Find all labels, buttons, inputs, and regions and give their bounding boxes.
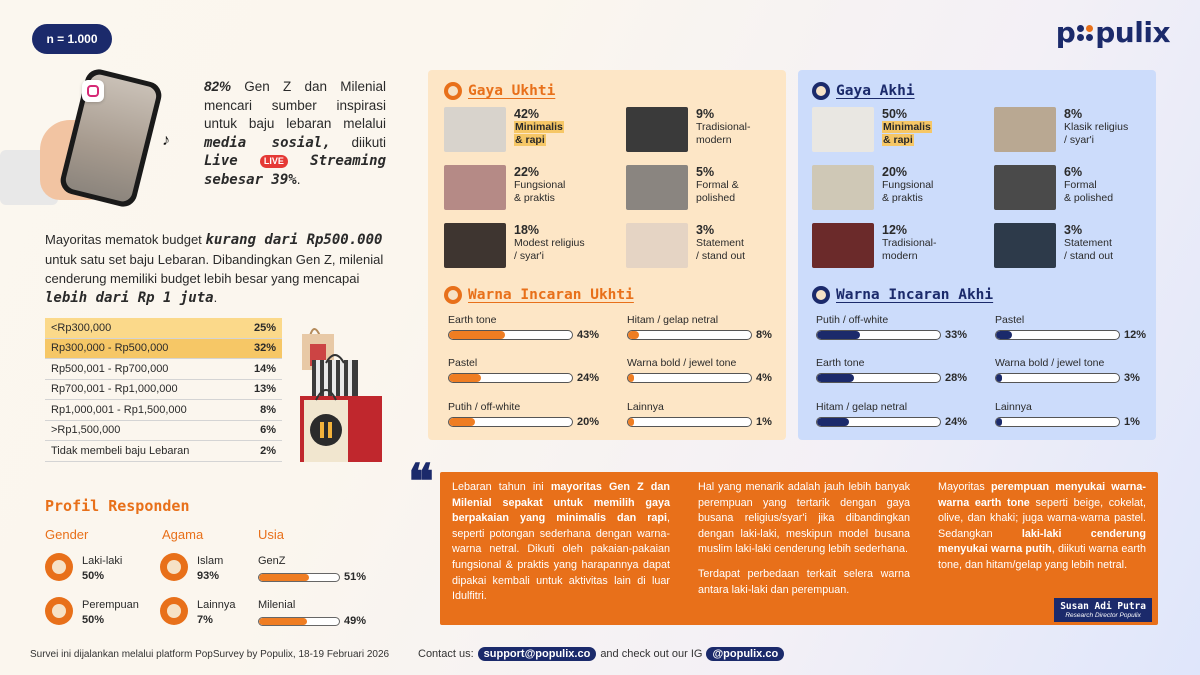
style-pct: 6% [1064,165,1083,179]
style-label: polished [696,192,736,204]
gender-value: 50% [82,570,105,582]
color-value: 24% [945,416,968,428]
age-bar-fill [259,618,307,625]
male-avatar-icon [812,82,830,100]
age-bar-item [258,555,383,583]
style-label: Formal & [696,179,739,191]
color-bar-item [816,314,986,341]
outfit-photo [812,107,874,152]
style-label: Tradisional- [696,121,751,133]
style-item [444,223,619,271]
style-pct: 3% [696,223,715,237]
style-pct: 9% [696,107,715,121]
color-bar-track [816,417,941,427]
color-value: 24% [577,372,600,384]
style-label: Minimalis [515,121,563,133]
color-bar-track [816,373,941,383]
outfit-photo [626,223,688,268]
color-bar-fill [449,374,481,382]
author-name: Susan Adi Putra [1060,601,1146,612]
color-bar-fill [817,331,860,339]
color-bar-track [995,373,1120,383]
color-bar-item [627,314,797,341]
style-label: modern [882,250,918,262]
budget-value: 32% [253,342,276,355]
age-bar-track [258,573,340,582]
color-bar-track [448,373,573,383]
color-bar-item [448,314,618,341]
gender-value: 50% [82,614,105,626]
color-bar-item [448,401,618,428]
style-label: Tradisional- [882,237,937,249]
color-bar-item [816,401,986,428]
phone-illustration [58,66,165,209]
live-badge: LIVE [260,155,288,168]
religion-value: 93% [197,570,220,582]
color-label: Putih / off-white [448,401,521,413]
style-item [994,223,1169,271]
color-bar-fill [628,374,634,382]
budget-category: Rp500,001 - Rp700,000 [51,362,169,375]
age-label: GenZ [258,555,286,567]
color-value: 43% [577,329,600,341]
religion-heading: Agama [162,527,204,542]
style-pct: 18% [514,223,540,237]
style-label: / syar'i [1064,134,1095,146]
color-bar-track [627,330,752,340]
style-pct: 3% [1064,223,1083,237]
color-label: Earth tone [816,357,865,369]
color-label: Pastel [995,314,1025,326]
outfit-photo [444,165,506,210]
gender-label: Laki-laki [82,555,123,567]
budget-row [45,421,282,442]
budget-row [45,441,282,462]
color-bar-track [816,330,941,340]
style-label: Formal [1064,179,1097,191]
color-bar-track [627,417,752,427]
quote-box [440,472,1158,625]
male-panel [798,70,1156,440]
color-label: Warna bold / jewel tone [627,357,737,369]
outfit-photo [626,165,688,210]
tiktok-icon: ♪ [162,132,170,149]
style-item [626,223,801,271]
logo-dots [1077,25,1093,41]
instagram-icon [82,80,104,102]
color-value: 20% [577,416,600,428]
outfit-photo [994,107,1056,152]
color-bar-item [995,357,1165,384]
color-label: Hitam / gelap netral [816,401,908,413]
contact-mid-text: and check out our IG [600,648,703,660]
budget-category: Rp1,000,001 - Rp1,500,000 [51,403,187,416]
style-label: & praktis [882,192,923,204]
color-bar-track [448,330,573,340]
style-item [994,165,1169,213]
sample-size-badge: n = 1.000 [32,24,112,54]
color-value: 28% [945,372,968,384]
age-bar-item [258,599,383,627]
budget-value: 25% [253,321,276,334]
color-value: 4% [756,372,772,384]
color-bar-item [816,357,986,384]
quote-col-2: Hal yang menarik adalah jauh lebih banyak perempuan yang tertarik dengan gaya busana religius/syar'i jika dibandingkan dengan laki-laki, meskipun model busana muslim laki-laki cenderung lebih sederhana. Terdapat perbedaan terkait selera warna antara laki-laki dan perempuan. [698,481,910,596]
style-label: Modest religius [514,237,585,249]
warna-akhi-title: Warna Incaran Akhi [812,286,993,304]
budget-category: Rp300,000 - Rp500,000 [51,342,169,355]
color-bar-track [995,417,1120,427]
female-avatar-icon [444,82,462,100]
color-label: Lainnya [995,401,1032,413]
style-label: Klasik religius [1064,121,1129,133]
color-label: Pastel [448,357,478,369]
color-label: Warna bold / jewel tone [995,357,1105,369]
religion-value: 7% [197,614,213,626]
budget-category: Rp700,001 - Rp1,000,000 [51,383,178,396]
key-icon [160,597,188,625]
style-item [444,165,619,213]
quote-col-3: Mayoritas perempuan menyukai warna-warna earth tone seperti beige, cokelat, olive, dan khaki; juga warna-warna pastel. Sedangkan laki-laki cenderung menyukai warna putih, diikuti warna earth tone, dan hitam/gelap yang lebih netral. [938,481,1146,571]
gender-label: Perempuan [82,599,139,611]
author-signature [1054,598,1152,622]
style-pct: 20% [882,165,908,179]
age-bar-fill [259,574,309,581]
color-bar-item [448,357,618,384]
style-label: & polished [1064,192,1114,204]
female-avatar-icon [444,286,462,304]
contact-line [418,647,784,661]
instagram-link[interactable]: @populix.co [706,647,784,661]
color-bar-track [995,330,1120,340]
color-bar-item [627,357,797,384]
style-label: / stand out [1064,250,1114,262]
female-panel [428,70,786,440]
author-role: Research Director Populix [1065,612,1141,619]
profile-title: Profil Responden [45,497,190,515]
age-chart [258,555,383,635]
budget-row [45,380,282,401]
age-heading: Usia [258,527,285,542]
religion-label: Lainnya [197,599,236,611]
age-label: Milenial [258,599,296,611]
color-bar-fill [449,418,475,426]
budget-category: <Rp300,000 [51,321,112,334]
color-value: 3% [1124,372,1140,384]
color-value: 8% [756,329,772,341]
male-avatar-icon [45,553,73,581]
logo-text-pre: p [1055,16,1076,49]
budget-value: 8% [260,403,276,416]
style-item [994,107,1169,155]
religion-label: Islam [197,555,224,567]
budget-row [45,359,282,380]
budget-row [45,318,282,339]
style-label: & rapi [883,134,913,146]
style-label: Minimalis [883,121,931,133]
color-label: Lainnya [627,401,664,413]
populix-logo [1056,16,1170,49]
style-label: & praktis [514,192,555,204]
color-bar-item [995,401,1165,428]
style-label: & rapi [515,134,545,146]
age-value: 49% [344,615,367,627]
color-bar-fill [449,331,505,339]
quote-col-1: Lebaran tahun ini mayoritas Gen Z dan Milenial sepakat untuk memilih gaya berpakaian yang minimalis dan rapi, seperti potongan sederhana dengan warna-warna netral. Dikuti oleh pakaian-pakaian fungsional & praktis yang harapannya dapat dipakai kembali untuk aktivitas lain di luar Idulfitri. [452,481,670,603]
outfit-photo [812,165,874,210]
style-label: Fungsional [514,179,566,191]
color-bar-fill [817,374,854,382]
budget-row [45,400,282,421]
age-bar-track [258,617,340,626]
gaya-ukhti-title: Gaya Ukhti [444,82,555,100]
style-item [812,107,987,155]
gender-heading: Gender [45,527,89,542]
email-link[interactable]: support@populix.co [478,647,597,661]
style-pct: 12% [882,223,908,237]
style-label: Statement [696,237,744,249]
style-pct: 22% [514,165,540,179]
color-value: 12% [1124,329,1147,341]
color-bar-fill [628,331,639,339]
intro-paragraph: 82% Gen Z dan Milenial mencari sumber inspirasi untuk baju lebaran melalui media sosial, diikuti Live LIVE Streaming sebesar 39%. [204,79,386,188]
style-label: modern [696,134,732,146]
color-label: Putih / off-white [816,314,889,326]
color-bar-fill [817,418,849,426]
color-bar-item [995,314,1165,341]
style-pct: 42% [514,107,540,121]
outfit-photo [812,223,874,268]
logo-text-post: pulix [1095,16,1170,49]
budget-paragraph: Mayoritas mematok budget kurang dari Rp500.000 untuk satu set baju Lebaran. Dibandingkan Gen Z, milenial cenderung memiliki budget lebih besar yang mencapai lebih dari Rp 1 juta. [45,232,384,306]
shopping-bags-illustration [298,318,388,463]
survey-footnote: Survei ini dijalankan melalui platform PopSurvey by Populix, 18-19 Februari 2026 [30,649,390,660]
color-bar-fill [996,374,1002,382]
color-bar-fill [996,331,1012,339]
female-avatar-icon [45,597,73,625]
style-pct: 5% [696,165,715,179]
style-pct: 8% [1064,107,1083,121]
gaya-akhi-title: Gaya Akhi [812,82,915,100]
budget-category: Tidak membeli baju Lebaran [51,444,190,457]
style-label: Fungsional [882,179,934,191]
outfit-photo [994,223,1056,268]
color-bar-track [448,417,573,427]
style-label: / syar'i [514,250,545,262]
style-pct: 50% [882,107,908,121]
color-bar-track [627,373,752,383]
quote-icon: ❝ [408,454,434,510]
style-item [444,107,619,155]
age-value: 51% [344,571,367,583]
style-item [626,107,801,155]
budget-value: 14% [253,362,276,375]
budget-value: 2% [260,444,276,457]
mosque-icon [160,553,188,581]
outfit-photo [444,223,506,268]
style-item [812,165,987,213]
outfit-photo [626,107,688,152]
outfit-photo [994,165,1056,210]
budget-value: 6% [260,424,276,437]
style-item [812,223,987,271]
budget-value: 13% [253,383,276,396]
color-bar-fill [996,418,1002,426]
color-value: 1% [1124,416,1140,428]
style-item [626,165,801,213]
contact-label: Contact us: [418,648,474,660]
color-value: 33% [945,329,968,341]
outfit-photo [444,107,506,152]
budget-table [45,318,282,462]
color-bar-fill [628,418,634,426]
budget-row [45,339,282,360]
warna-ukhti-title: Warna Incaran Ukhti [444,286,634,304]
color-value: 1% [756,416,772,428]
male-avatar-icon [812,286,830,304]
style-label: Statement [1064,237,1112,249]
color-label: Earth tone [448,314,497,326]
color-bar-item [627,401,797,428]
color-label: Hitam / gelap netral [627,314,719,326]
budget-category: >Rp1,500,000 [51,424,121,437]
style-label: / stand out [696,250,746,262]
